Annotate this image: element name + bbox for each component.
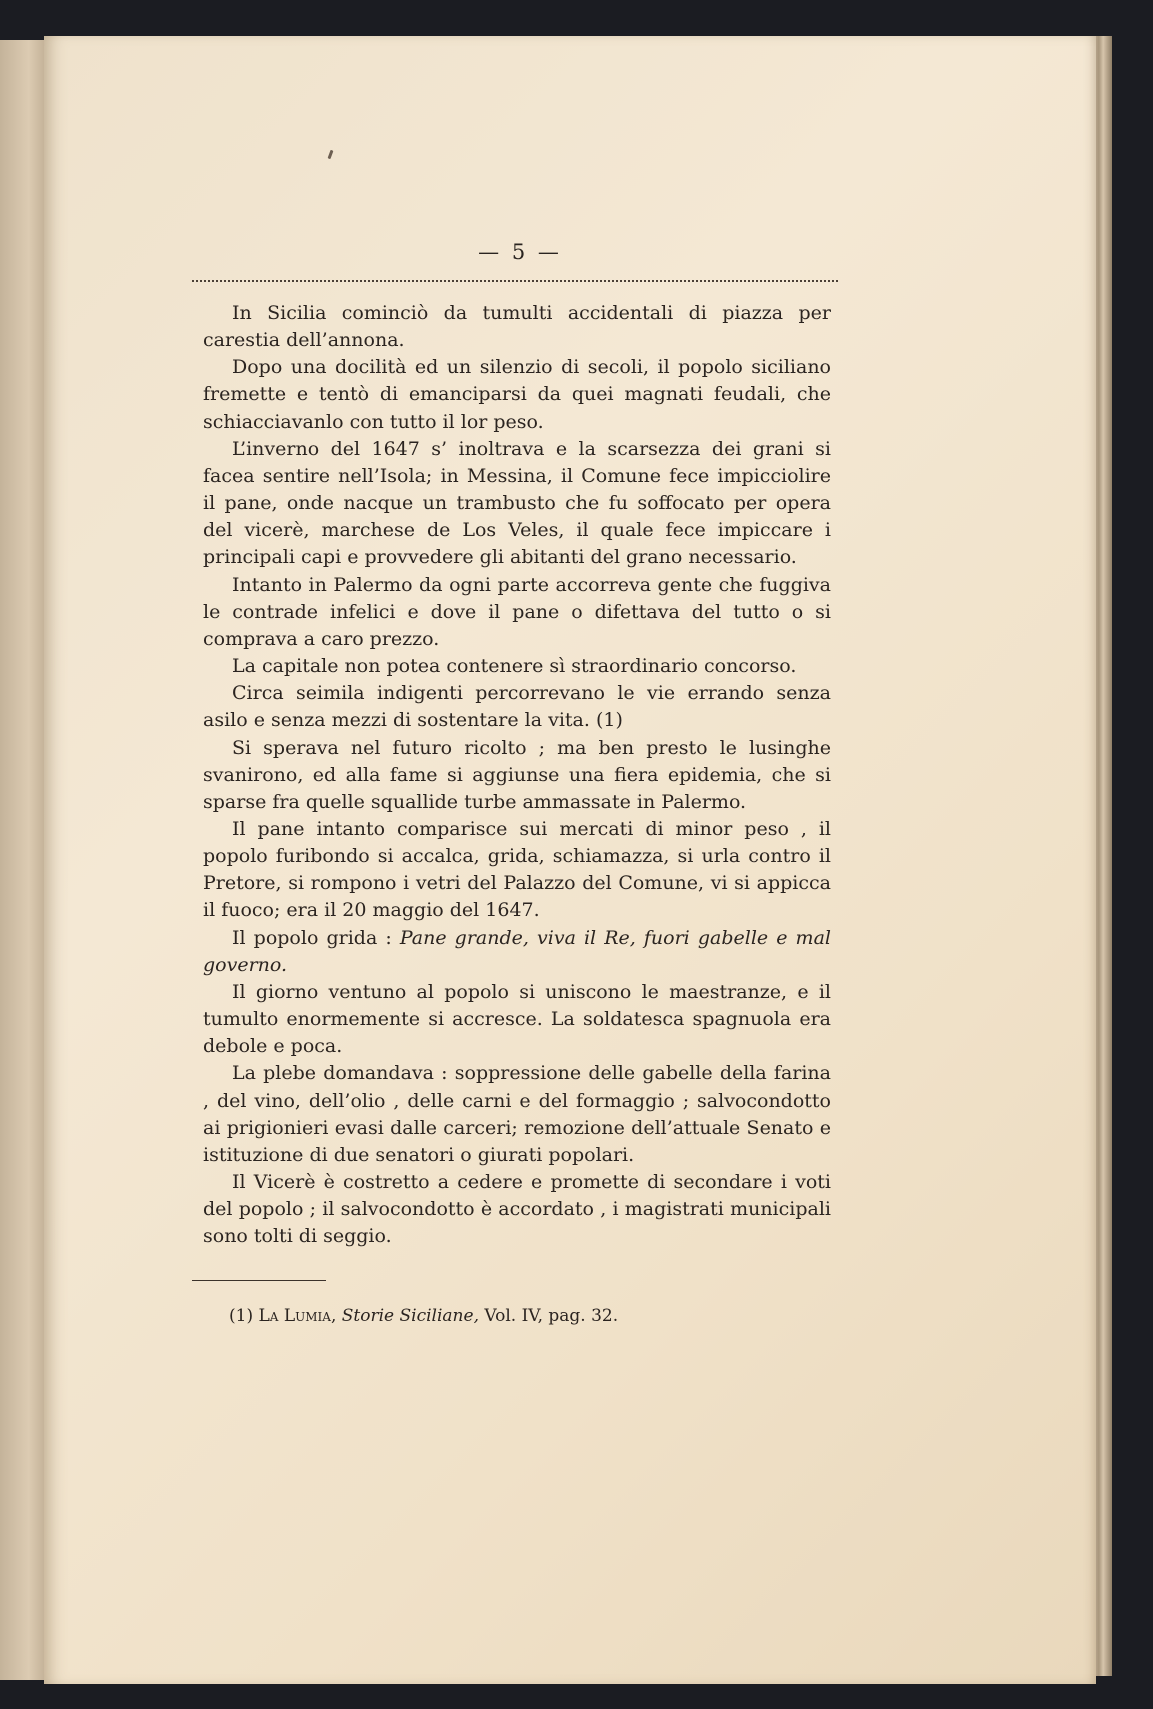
page-number: — 5 — <box>478 240 562 264</box>
paragraph: Dopo una docilità ed un silenzio di secoli, il popolo siciliano fremette e tentò di emanciparsi da quei magnati feudali, che schiacciavanlo con tutto il lor peso. <box>203 356 831 433</box>
footnote-marker: (1) <box>229 1306 259 1326</box>
paragraph: L’inverno del 1647 s’ inoltrava e la scarsezza dei grani si facea sentire nell’Isola; in Messina, il Comune fece impicciolire il pane, onde nacque un trambusto che fu soffocato per opera del vicerè, marchese de Los Veles, il quale fece impiccare i principali capi e provvedere gli abitanti del grano necessario. <box>203 437 831 569</box>
paragraph: Il Vicerè è costretto a cedere e promette di secondare i voti del popolo ; il salvocondotto è accordato , i magistrati municipali sono tolti di seggio. <box>203 1171 831 1248</box>
footnote-title: Storie Siciliane, <box>341 1306 479 1326</box>
cry-quote: Pane grande, viva il Re, fuori gabelle e mal governo. <box>203 926 831 976</box>
paragraph: La plebe domandava : soppressione delle gabelle della farina , del vino, dell’olio , delle carni e del formaggio ; salvocondotto ai prigionieri evasi dalle carceri; remozione dell’attuale Senato e istituzione di due senatori o giurati popolari. <box>203 1062 831 1166</box>
header-dotted-rule <box>192 280 838 282</box>
paragraph: La capitale non potea contenere sì straordinario concorso. <box>232 655 797 678</box>
paragraph: Si sperava nel futuro ricolto ; ma ben presto le lusinghe svanirono, ed alla fame si aggiunse una fiera epidemia, che si sparse fra quelle squallide turbe ammassate in Palermo. <box>203 736 831 813</box>
paragraph: In Sicilia cominciò da tumulti accidentali di piazza per carestia dell’annona. <box>203 302 831 352</box>
paragraph: Il giorno ventuno al popolo si uniscono le maestranze, e il tumulto enormemente si accresce. La soldatesca spagnuola era debole e poca. <box>203 980 831 1058</box>
body-text <box>203 300 831 1250</box>
footnote-reference: Vol. IV, pag. 32. <box>478 1306 619 1326</box>
footnote-author: La Lumia <box>258 1306 331 1326</box>
paragraph: Circa seimila indigenti percorrevano le vie errando senza asilo e senza mezzi di sostentare la vita. (1) <box>203 682 831 732</box>
cry-intro: Il popolo grida : <box>232 926 400 949</box>
footnote-separator: , <box>330 1306 342 1326</box>
footnote <box>229 1306 829 1326</box>
footnote-rule <box>192 1280 326 1281</box>
paragraph: Il pane intanto comparisce sui mercati di minor peso , il popolo furibondo si accalca, grida, schiamazza, si urla contro il Pretore, si rompono i vetri del Palazzo del Comune, vi si appicca il fuoco; era il 20 maggio del 1647. <box>203 817 831 922</box>
paragraph: Intanto in Palermo da ogni parte accorreva gente che fuggiva le contrade infelici e dove il pane o difettava del tutto o si comprava a caro prezzo. <box>203 573 831 650</box>
paragraph-cry <box>203 925 831 979</box>
